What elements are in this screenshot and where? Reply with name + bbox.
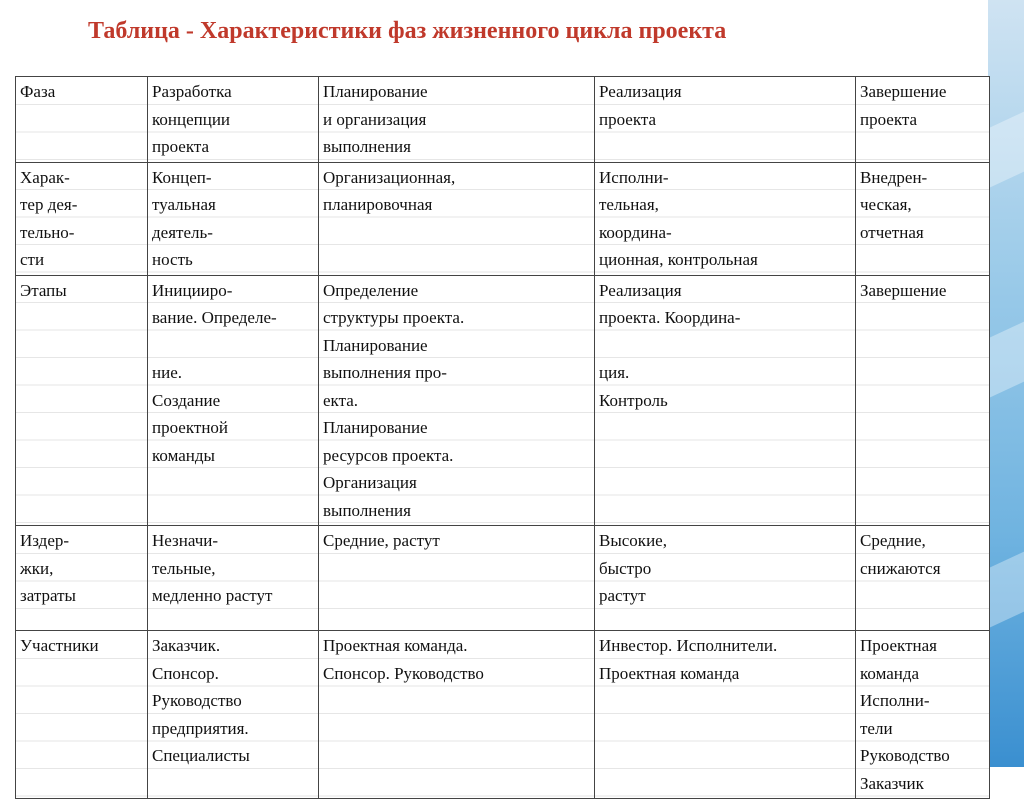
header-cell (148, 77, 319, 163)
cell-text-line: отчетная (860, 222, 924, 242)
cell-text-line: Спонсор. Руководство (323, 663, 484, 683)
table-cell (856, 526, 990, 631)
cell-text-line: тельная, (599, 195, 659, 214)
cell-text-line: ция. (599, 363, 630, 382)
cell-text-line: снижаются (860, 558, 941, 578)
cell-text-line: Определение (323, 280, 419, 300)
background-decoration (988, 0, 1024, 767)
cell-text-line: Планирование (323, 335, 428, 355)
cell-text-line: Завершение (860, 82, 947, 101)
page-title: Таблица - Характеристики фаз жизненного цикла проекта (88, 18, 727, 44)
cell-text-line: Проектная команда (599, 663, 740, 683)
cell-text-line: координа- (599, 222, 672, 242)
cell-text-line: Высокие, (599, 531, 667, 550)
table-body (16, 77, 990, 799)
cell-text-line: ние. (152, 363, 182, 382)
table-row (16, 162, 990, 275)
background-stripe (988, 322, 1024, 399)
cell-text-line: растут (599, 586, 646, 605)
cell-text-line: тели (860, 718, 893, 738)
background-stripe (988, 552, 1024, 629)
cell-text-line: Спонсор. (152, 663, 219, 683)
row-label-cell (16, 526, 148, 631)
cell-text-line: тельные, (152, 558, 216, 578)
cell-text-line: проекта (599, 109, 657, 129)
header-cell (16, 77, 148, 163)
cell-blank-line (152, 332, 314, 360)
cell-text-line: медленно растут (152, 586, 273, 605)
header-cell (595, 77, 856, 163)
cell-text-line: Инвестор. Исполнители. (599, 636, 778, 655)
cell-text-line: выполнения (323, 500, 411, 520)
cell-text-line: концепции (152, 109, 231, 129)
table-cell (148, 275, 319, 526)
cell-text-line: Внедрен- (860, 167, 928, 187)
cell-text-line: Участники (20, 636, 99, 655)
cell-text-line: туальная (152, 195, 216, 214)
cell-text-line: затраты (20, 586, 76, 605)
table-cell (856, 162, 990, 275)
cell-text-line: Средние, (860, 531, 926, 550)
table-cell (148, 162, 319, 275)
cell-text-line: тельно- (20, 222, 75, 242)
cell-text-line: Иницииро- (152, 280, 233, 300)
cell-text-line: Реализация (599, 82, 682, 101)
cell-text-line: команда (860, 663, 920, 683)
cell-text-line: Планирование (323, 418, 428, 437)
table-cell (595, 162, 856, 275)
cell-text-line: проекта (152, 137, 210, 156)
cell-text-line: проекта. Координа- (599, 308, 741, 327)
cell-text-line: ческая, (860, 195, 912, 214)
row-label-cell (16, 162, 148, 275)
table-cell (148, 631, 319, 799)
row-label-cell (16, 275, 148, 526)
background-stripe (988, 112, 1024, 189)
cell-text-line: Разработка (152, 82, 232, 101)
cell-text-line: Организация (323, 473, 417, 492)
cell-text-line: Реализация (599, 280, 682, 300)
cell-text-line: Средние, растут (323, 531, 440, 550)
cell-text-line: екта. (323, 390, 359, 410)
table-row (16, 275, 990, 526)
cell-text-line: Этапы (20, 280, 67, 300)
cell-text-line: жки, (20, 558, 54, 578)
cell-text-line: Создание (152, 390, 221, 410)
cell-text-line: Завершение (860, 280, 947, 300)
phase-table (15, 76, 990, 799)
table-row (16, 631, 990, 799)
cell-text-line: быстро (599, 558, 652, 578)
cell-text-line: Исполни- (599, 167, 669, 187)
cell-text-line: деятель- (152, 222, 213, 242)
cell-text-line: Специалисты (152, 746, 250, 765)
table-row (16, 77, 990, 163)
table-row (16, 526, 990, 631)
table-cell (319, 162, 595, 275)
cell-text-line: проектной (152, 418, 229, 437)
table-cell (856, 275, 990, 526)
cell-text-line: ционная, контрольная (599, 250, 758, 269)
header-cell (856, 77, 990, 163)
cell-text-line: команды (152, 445, 215, 465)
cell-text-line: выполнения (323, 137, 411, 156)
cell-text-line: и организация (323, 109, 427, 129)
table-cell (319, 275, 595, 526)
cell-text-line: Руководство (860, 746, 950, 765)
cell-text-line: Руководство (152, 691, 242, 710)
cell-text-line: Организационная, (323, 167, 456, 187)
cell-text-line: Издер- (20, 531, 70, 550)
cell-text-line: Харак- (20, 167, 70, 187)
cell-text-line: Заказчик. (152, 636, 221, 655)
cell-text-line: проекта (860, 109, 918, 129)
cell-text-line: планировочная (323, 195, 433, 214)
cell-text-line: Заказчик (860, 773, 924, 793)
cell-text-line: Проектная команда. (323, 636, 468, 655)
cell-text-line: сти (20, 250, 45, 269)
table-cell (148, 526, 319, 631)
cell-text-line: вание. Определе- (152, 308, 277, 327)
cell-text-line: предприятия. (152, 718, 249, 738)
cell-text-line: Фаза (20, 82, 56, 101)
cell-text-line: Незначи- (152, 531, 219, 550)
cell-text-line: ресурсов проекта. (323, 445, 454, 465)
cell-text-line: выполнения про- (323, 363, 447, 382)
table-cell (595, 275, 856, 526)
table-cell (319, 631, 595, 799)
table-cell (856, 631, 990, 799)
cell-text-line: Планирование (323, 82, 428, 101)
header-cell (319, 77, 595, 163)
cell-text-line: тер дея- (20, 195, 78, 214)
cell-text-line: Проектная (860, 636, 937, 655)
cell-text-line: структуры проекта. (323, 308, 465, 327)
cell-text-line: Исполни- (860, 691, 930, 710)
table-cell (595, 631, 856, 799)
row-label-cell (16, 631, 148, 799)
cell-text-line: Концеп- (152, 167, 212, 187)
cell-text-line: ность (152, 250, 193, 269)
cell-text-line: Контроль (599, 390, 668, 410)
table-cell (595, 526, 856, 631)
cell-blank-line (599, 332, 851, 360)
table-cell (319, 526, 595, 631)
